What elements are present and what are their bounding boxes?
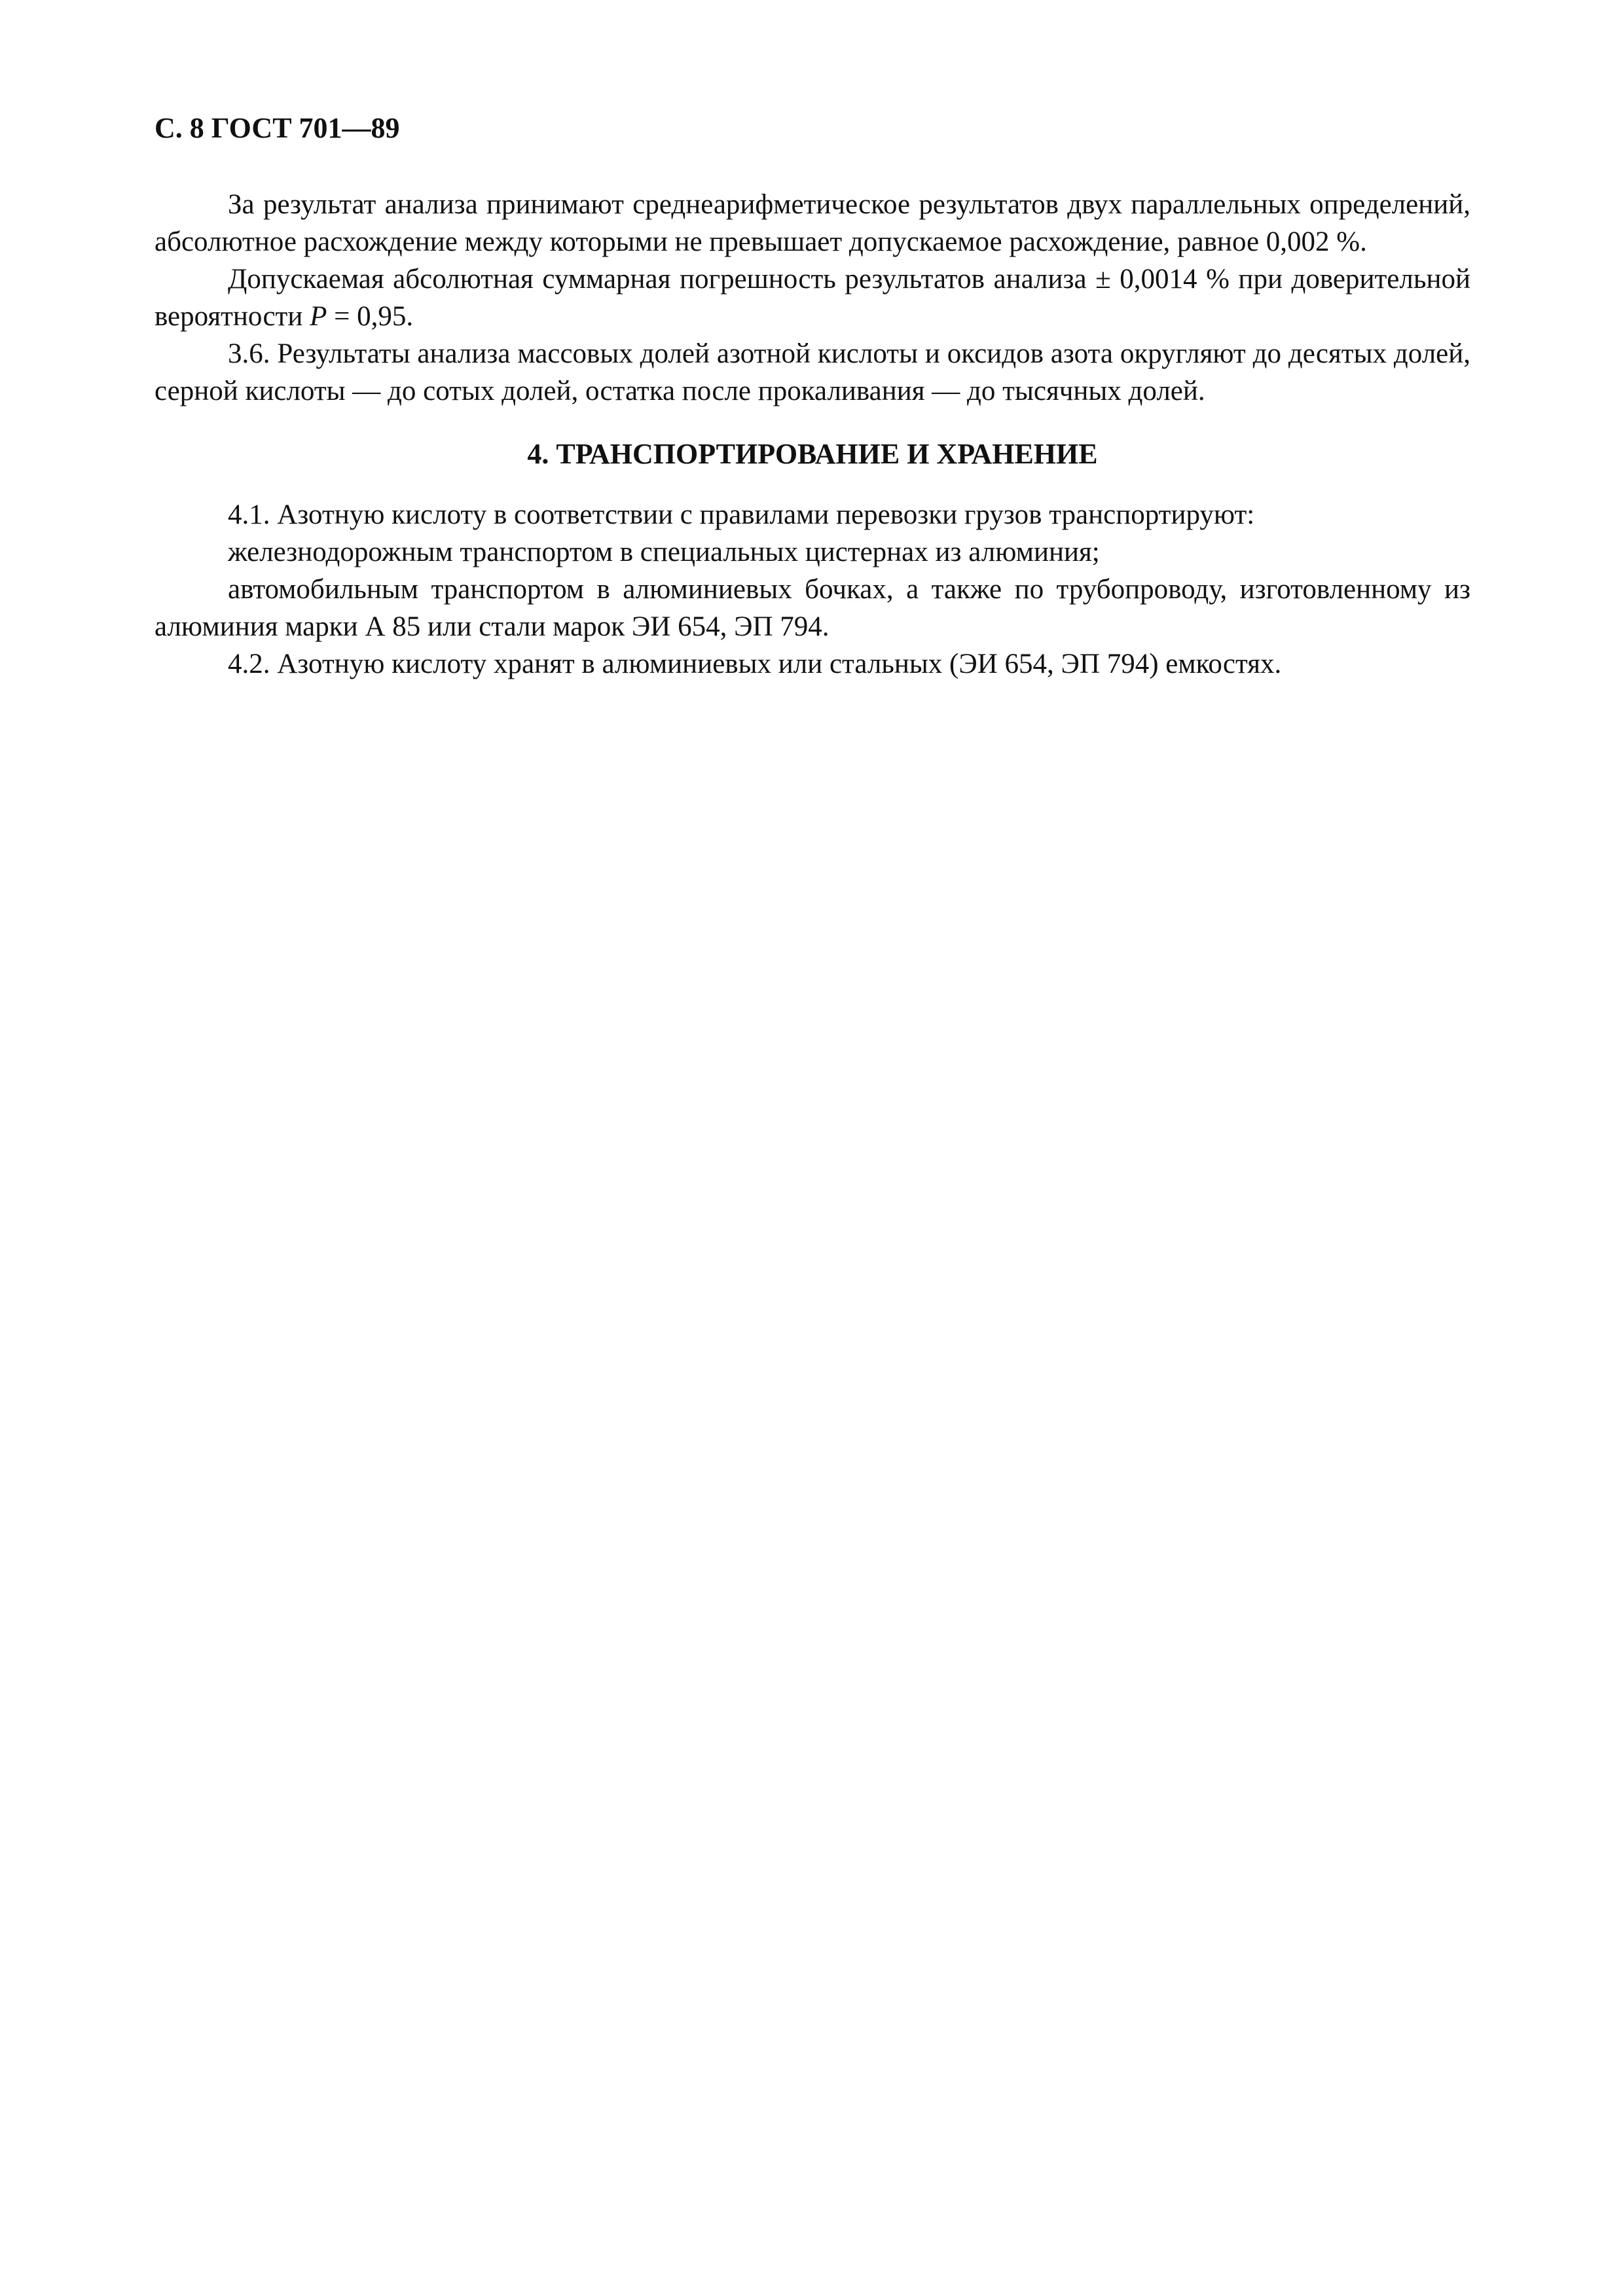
paragraph-4-1: 4.1. Азотную кислоту в соответствии с правилами перевозки грузов транспортируют: bbox=[228, 499, 1255, 530]
probability-variable: P bbox=[310, 301, 327, 332]
page-header: С. 8 ГОСТ 701—89 bbox=[155, 112, 400, 144]
paragraph-3-6: 3.6. Результаты анализа массовых долей азотной кислоты и оксидов азота округляют до десятых долей, серной кислоты — до сотых долей, остатка после прокаливания — до тысячных долей. bbox=[155, 338, 1470, 406]
paragraph-rail-transport: железнодорожным транспортом в специальных цистернах из алюминия; bbox=[228, 537, 1100, 567]
section-title-transport-storage: 4. ТРАНСПОРТИРОВАНИЕ И ХРАНЕНИЕ bbox=[527, 438, 1098, 470]
paragraph-4-2: 4.2. Азотную кислоту хранят в алюминиевых или стальных (ЭИ 654, ЭП 794) емкостях. bbox=[228, 649, 1282, 679]
paragraph-road-transport: автомобильным транспортом в алюминиевых бочках, а также по трубопроводу, изготовленному из алюминия марки А 85 или стали марок ЭИ 654, ЭП 794. bbox=[155, 574, 1470, 642]
document-body bbox=[155, 186, 1470, 683]
error-text-after: = 0,95. bbox=[327, 301, 414, 332]
paragraph-permissible-error bbox=[155, 260, 1470, 335]
paragraph-analysis-result: За результат анализа принимают среднеарифметическое результатов двух параллельных определений, абсолютное расхождение между которыми не превышает допускаемое расхождение, равное 0,002 %. bbox=[155, 189, 1470, 257]
error-text-before: Допускаемая абсолютная суммарная погрешность результатов анализа ± 0,0014 % при доверительной вероятности bbox=[155, 264, 1470, 332]
